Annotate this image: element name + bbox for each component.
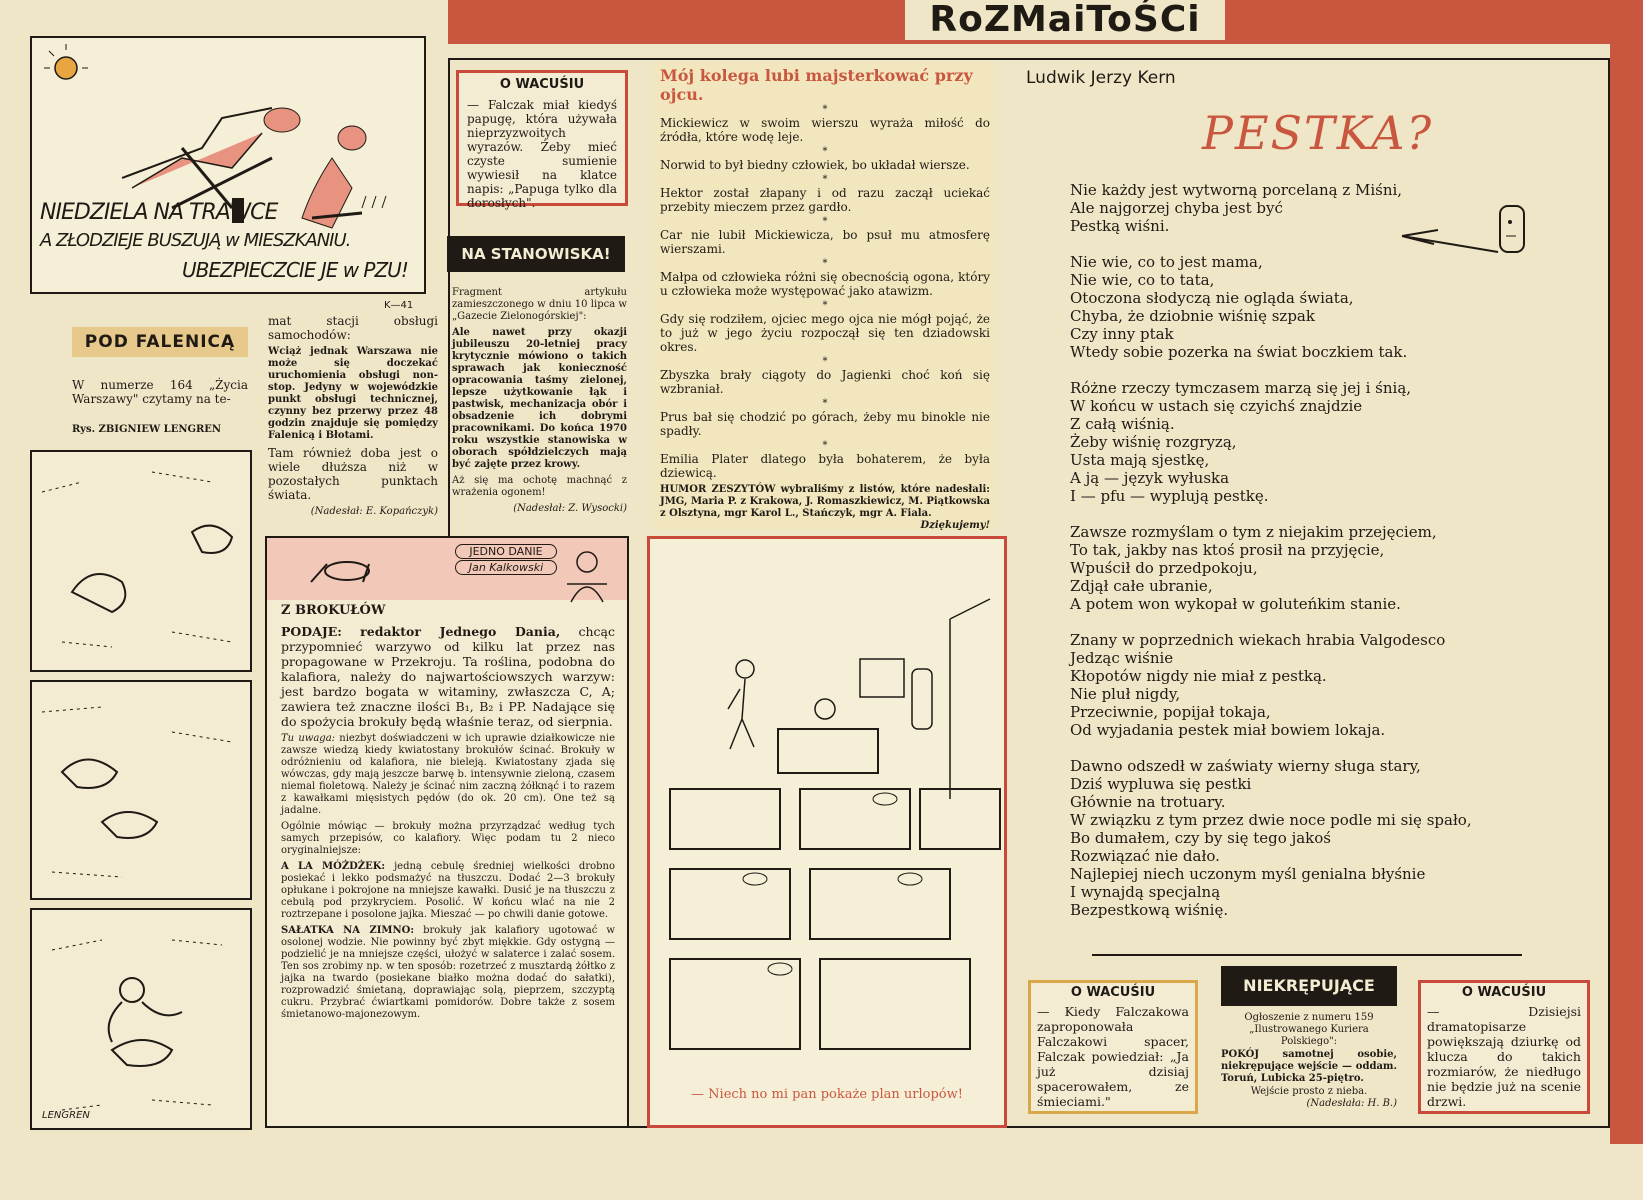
poem-line: Nie wie, co to jest mama, <box>1070 253 1263 271</box>
lead-author: redaktor Jednego Dania, <box>360 624 561 639</box>
rabbit-drawing <box>62 760 117 789</box>
general-text: Ogólnie mówiąc — brokuły można przyrządzać według tych samych przepisów, co kalafiory. Więc podam tu 2 nieco oryginalniejsze: <box>281 821 615 856</box>
poem-stanza <box>1070 757 1570 919</box>
poem-stanza <box>1070 379 1570 505</box>
right-red-edge <box>1610 44 1643 1144</box>
poem-line: Zdjął całe ubranie, <box>1070 577 1213 595</box>
note-label: Tu uwaga: <box>281 733 336 744</box>
o-wacusiu-text-2: — Kiedy Falczakowa zaproponowała Falczakowi spacer, Falczak powiedział: „Ja już dzisiaj spacerowałem, ze śmieciami." <box>1037 1004 1189 1109</box>
dog-drawing <box>192 526 232 553</box>
na-stanowiska-intro: Fragment artykułu zamieszczonego w dniu 10 lipca w „Gazecie Zielonogórskiej": <box>452 287 627 322</box>
strip-signature: LENGREN <box>42 1110 90 1121</box>
poem-line: Kłopotów nigdy nie miał z pestką. <box>1070 667 1327 685</box>
humor-item: Zbyszka brały ciągoty do Jagienki choć koń się wzbraniał. <box>660 368 990 396</box>
o-wacusiu-title-3: O WACUŚIU <box>1461 985 1547 1000</box>
niekrepujace-intro: Ogłoszenie z numeru 159 „Ilustrowanego Kuriera Polskiego": <box>1244 1012 1374 1047</box>
jedno-danie-box <box>265 536 629 1128</box>
poem-line: Czy inny ptak <box>1070 325 1174 343</box>
poem-line: Usta mają sjestkę, <box>1070 451 1210 469</box>
spoon-fork-icon <box>307 556 377 586</box>
poem-stanza <box>1070 523 1570 613</box>
ad-text: samotnej osobie, niekrępujące wejście — oddam. Toruń, Lubicka 25-piętro. <box>1221 1049 1397 1084</box>
pod-falenica-text1: mat stacji obsługi samochodów: <box>268 314 438 342</box>
poem-line: Zawsze rozmyślam o tym z niejakim przejęciem, <box>1070 523 1437 541</box>
ad-label: POKÓJ <box>1221 1049 1260 1060</box>
office-caption: — Niech no mi pan pokaże plan urlopów! <box>691 1087 963 1102</box>
lead-label: PODAJE: <box>281 624 342 639</box>
poem-line: Żeby wiśnię rozgryzą, <box>1070 433 1237 451</box>
humor-item: Mickiewicz w swoim wierszu wyraża miłość do źródła, które wodę leje. <box>660 116 990 144</box>
humor-zeszytow: Mój kolega lubi majsterkować przy ojcu. * Mickiewicz w swoim wierszu wyraża miłość do źródła, które wodę leje. * Norwid to był biedny człowiek, bo układał wiersze. * Hektor został złapany i od razu zaczął uciekać przebity mieczem przez gardło. * Car nie lubił Mickiewicza, bo psuł mu atmosferę wierszami. * Małpa od człowieka różni się obecnością ogona, który u człowieka może występować jako atawizm. * Gdy się rodziłem, ojciec mego ojca nie mógł pojąć, że to już w jego życiu rozpoczął się ten dziadowski okres. * Zbyszka brały ciągoty do Jagienki choć koń się wzbraniał. * Prus bał się chodzić po górach, żeby mu binokle nie spadły. * Emilia Plater dlatego była bohaterem, że była dziewicą. HUMOR ZESZYTÓW wybraliśmy z listów, które nadesłali: JMG, Maria P. z Krakowa, J. Romaszkiewicz, M. Piątkowska z Olsztyna, mgr Karol L., Stańczyk, mgr A. Fiala. Dziękujemy! <box>654 62 994 530</box>
na-stanowiska-column <box>452 287 627 519</box>
o-wacusiu-title-1: O WACUŚIU <box>499 77 585 92</box>
rabbit-drawing <box>72 574 125 612</box>
poem-line: A potem won wykopał w goluteńkim stanie. <box>1070 595 1401 613</box>
poem-line: Z całą wiśnią. <box>1070 415 1175 433</box>
jedno-danie-body <box>281 624 615 1025</box>
niekrepujace-title: NIEKRĘPUJĄCE <box>1221 966 1397 1006</box>
poem-title: PESTKA? <box>1202 106 1434 160</box>
strip-panel-3 <box>30 908 252 1130</box>
humor-title: Mój kolega lubi majsterkować przy ojcu. <box>660 66 973 104</box>
poem-body <box>1070 181 1570 919</box>
jedno-danie-logo <box>455 544 615 606</box>
poem-line: W końcu w ustach się czyichś znajdzie <box>1070 397 1363 415</box>
poem-author: Ludwik Jerzy Kern <box>1026 68 1176 88</box>
cartoon-line3: UBEZPIECZCIE JE w PZU! <box>182 258 408 282</box>
poem-line: Od wyjadania pestek miał bowiem lokaja. <box>1070 721 1386 739</box>
lead-text: chcąc przypomnieć warzywo od kilku lat przez nas propagowane w Przekroju. Ta roślina, podobna do kalafiora, należy do najwartościowszych warzyw: jest bardzo bogata w witaminy, zwłaszcza C, A; zawiera też znaczne ilości B₁, B₂ i PP. Nadające się do spożycia brokuły będą właśnie teraz, od sierpnia. <box>281 624 615 729</box>
poem-line: Nie wie, co to tata, <box>1070 271 1215 289</box>
dog-drawing <box>102 812 157 838</box>
poem-stanza <box>1070 253 1570 361</box>
phone-icon <box>873 793 897 805</box>
poem-line: Rozwiązać nie dało. <box>1070 847 1220 865</box>
poem-line: Otoczona słodyczą nie ogląda świata, <box>1070 289 1354 307</box>
ad-code: K—41 <box>384 300 414 311</box>
poem-line: Różne rzeczy tymczasem marzą się jej i śnią, <box>1070 379 1412 397</box>
poem-line: Znany w poprzednich wiekach hrabia Valgodesco <box>1070 631 1446 649</box>
strip-panel-1 <box>30 450 252 672</box>
lengren-strip <box>30 450 252 1130</box>
recipe2-text: brokuły jak kalafiory ugotować w osolonej wodzie. Nie powinny być zbyt miękkie. Gdy ostygną — podzielić je na mniejsze części, ułożyć w salaterce i zalać sosem. Ten sos zrobimy np. w ten sposób: rozetrzeć z musztardą żółtko z jajka na twardo (posiekane białko można dodać do sałatki), rozprowadzić śmietaną, doprawiając solą, pieprzem, szczyptą cukru. Przybrać ćwiartkami pomidorów. Dobre także z sosem śmietanowo-majonezowym. <box>281 925 615 1020</box>
humor-thanks: Dziękujemy! <box>920 520 990 531</box>
recipe1-text: jedną cebulę średniej wielkości drobno posiekać i lekko podsmażyć na tłuszczu. Dodać 2—3 brokuły opłukane i pokrojone na mniejsze kawałki. Dusić je na tłuszczu z cebulą pod przykryciem. Posolić. W końcu wlać na nie 2 roztrzepane i posolone jajka. Mieszać — po chwili danie gotowe. <box>281 861 615 920</box>
poem-line: Dawno odszedł w zaświaty wierny sługa stary, <box>1070 757 1421 775</box>
poem-stanza <box>1070 181 1570 235</box>
office-cartoon <box>647 536 1007 1128</box>
niekrepujace-comment: Wejście prosto z nieba. <box>1250 1086 1368 1097</box>
o-wacusiu-title-2: O WACUŚIU <box>1070 985 1156 1000</box>
dog-drawing <box>112 1040 172 1066</box>
phone-icon <box>768 963 792 975</box>
na-stanowiska-title: NA STANOWISKA! <box>447 236 625 272</box>
poem-line: Bo dumałem, czy by się tego jakoś <box>1070 829 1331 847</box>
humor-footer: HUMOR ZESZYTÓW wybraliśmy z listów, które nadesłali: JMG, Maria P. z Krakowa, J. Romaszkiewicz, M. Piątkowska z Olsztyna, mgr Karol L., Stańczyk, mgr A. Fiala. <box>660 484 990 519</box>
humor-item: Hektor został złapany i od razu zaczął uciekać przebity mieczem przez gardło. <box>660 186 990 214</box>
poem-line: I wynajdą specjalną <box>1070 883 1221 901</box>
strip-panel-2 <box>30 680 252 900</box>
o-wacusiu-box-2 <box>1028 980 1198 1114</box>
pod-falenica-intro: W numerze 164 „Życia Warszawy" czytamy na te- <box>72 378 248 406</box>
humor-item: Emilia Plater dlatego była bohaterem, że była dziewicą. <box>660 452 990 480</box>
poem-line: Najlepiej niech uczonym myśl genialna błyśnie <box>1070 865 1426 883</box>
humor-item: Prus bał się chodzić po górach, żeby mu binokle nie spadły. <box>660 410 990 438</box>
poem-line: Pestką wiśni. <box>1070 217 1170 235</box>
section-title: RoZMaiToŚCi <box>929 0 1201 40</box>
poem-line: Wtedy sobie pozerka na świat boczkiem tak. <box>1070 343 1408 361</box>
pod-falenica-title: POD FALENICĄ <box>72 327 248 357</box>
humor-item: Małpa od człowieka różni się obecnością ogona, który u człowieka może występować jako atawizm. <box>660 270 990 298</box>
office-illustration <box>650 539 1004 1069</box>
poem-line: Dziś wypluwa się pestki <box>1070 775 1252 793</box>
poem-line: Ale najgorzej chyba jest być <box>1070 199 1283 217</box>
sunbathers-illustration <box>32 38 424 292</box>
humor-item: Gdy się rodziłem, ojciec mego ojca nie mógł pojąć, że to już w jego życiu rozpoczął się ten dziadowski okres. <box>660 312 990 354</box>
poem-line: Bezpestkową wiśnię. <box>1070 901 1229 919</box>
poem-line: To tak, jakby nas ktoś prosił na przyjęcie, <box>1070 541 1385 559</box>
poem-line: W związku z tym przez dwie noce podle mi się spało, <box>1070 811 1472 829</box>
na-stanowiska-quote: Ale nawet przy okazji jubileuszu 20-letniej pracy krytycznie mówiono o takich sprawach jak konieczność opracowania taśmy zielonej, lepsze użytkowanie łąk i pastwisk, mechanizacja obór i obsadzenie ich dobrymi pracownikami. Do końca 1970 roku wszystkie stanowiska w oborach spółdzielczych mają być zajęte przez krowy. <box>452 327 627 470</box>
poem-line: Jedząc wiśnie <box>1070 649 1174 667</box>
poem-line: Wpuścił do przedpokoju, <box>1070 559 1258 577</box>
recipe1-title: A LA MÓŻDŻEK: <box>281 861 386 872</box>
poem-line: Nie każdy jest wytworną porcelaną z Miśni, <box>1070 181 1403 199</box>
o-wacusiu-box-1 <box>456 70 628 210</box>
note-text: niezbyt doświadczeni w ich uprawie działkowicze nie zawsze wiedzą kiedy kwiatostany brokułów ścinać. Brokuły w odróżnieniu od kalafiora, nie bieleją. Kwiatostany zjada się wówczas, gdy mają jeszcze barwę b. intensywnie zieloną, czasem niemal fioletową. Należy je ścinać nim zaczną żółknąć i to razem z kawałkami mięsistych pędów (do ok. 20 cm). One też są jadalne. <box>281 733 615 816</box>
pzu-cartoon <box>30 36 426 294</box>
niekrepujace-sent-by: (Nadesłała: H. B.) <box>1306 1098 1397 1109</box>
o-wacusiu-text-1: — Falczak miał kiedyś papugę, która używała nieprzyzwoitych wyrazów. Żeby mieć czyste sumienie wywiesił na klatce napis: „Papuga tylko dla dorosłych". <box>467 98 617 210</box>
drawing-credit: Rys. ZBIGNIEW LENGREN <box>72 424 222 435</box>
na-stanowiska-comment: Aż się ma ochotę machnąć z wrażenia ogonem! <box>452 475 627 498</box>
niekrepujace-column <box>1221 1012 1397 1114</box>
poem-line: Głównie na trotuary. <box>1070 793 1226 811</box>
logo-line1: JEDNO DANIE <box>455 544 557 559</box>
chef-icon <box>563 544 611 604</box>
pod-falenica-text2: Tam również doba jest o wiele dłuższa niż w pozostałych punktach świata. <box>268 446 438 502</box>
cartoon-line2: A ZŁODZIEJE BUSZUJĄ w MIESZKANIU. <box>40 230 351 251</box>
humor-item: Car nie lubił Mickiewicza, bo psuł mu atmosferę wierszami. <box>660 228 990 256</box>
cartoon-line1: NIEDZIELA NA TRAWCE <box>40 200 278 225</box>
poem-line: Przeciwnie, popijał tokaja, <box>1070 703 1271 721</box>
o-wacusiu-text-3: — Dzisiejsi dramatopisarze powiększają dziurkę od klucza do takich rozmiarów, że niedługo nie będzie już na scenie drzwi. <box>1427 1004 1581 1109</box>
poem-line: Chyba, że dziobnie wiśnię szpak <box>1070 307 1315 325</box>
visitor-drawing <box>736 660 754 678</box>
phone-icon <box>898 873 922 885</box>
o-wacusiu-box-3 <box>1418 980 1590 1114</box>
logo-line2: Jan Kalkowski <box>455 560 557 575</box>
poem-stanza <box>1070 631 1570 739</box>
poem-line: A ją — język wyłuska <box>1070 469 1230 487</box>
pod-falenica-sent-by: (Nadesłał: E. Kopańczyk) <box>310 506 438 517</box>
poem-line: I — pfu — wyplują pestkę. <box>1070 487 1269 505</box>
recipe2-title: SAŁATKA NA ZIMNO: <box>281 925 415 936</box>
na-stanowiska-sent-by: (Nadesłał: Z. Wysocki) <box>513 503 627 514</box>
pod-falenica-column <box>268 314 438 522</box>
pod-falenica-quote: Wciąż jednak Warszawa nie może się doczekać uruchomienia obsługi non-stop. Jedyny w wojewódzkie punkt obsługi technicznej, czynny bez przerwy przez 48 godzin znajduje się pomiędzy Falenicą i Błotami. <box>268 346 438 441</box>
humor-item: Norwid to był biedny człowiek, bo układał wiersze. <box>660 158 970 172</box>
poem-line: Nie pluł nigdy, <box>1070 685 1181 703</box>
sun-icon <box>55 57 77 79</box>
poem-divider <box>1092 954 1522 956</box>
man-drawing <box>120 978 144 1002</box>
boss-drawing <box>815 699 835 719</box>
phone-icon <box>743 873 767 885</box>
jedno-danie-title: Z BROKUŁÓW <box>281 603 386 618</box>
